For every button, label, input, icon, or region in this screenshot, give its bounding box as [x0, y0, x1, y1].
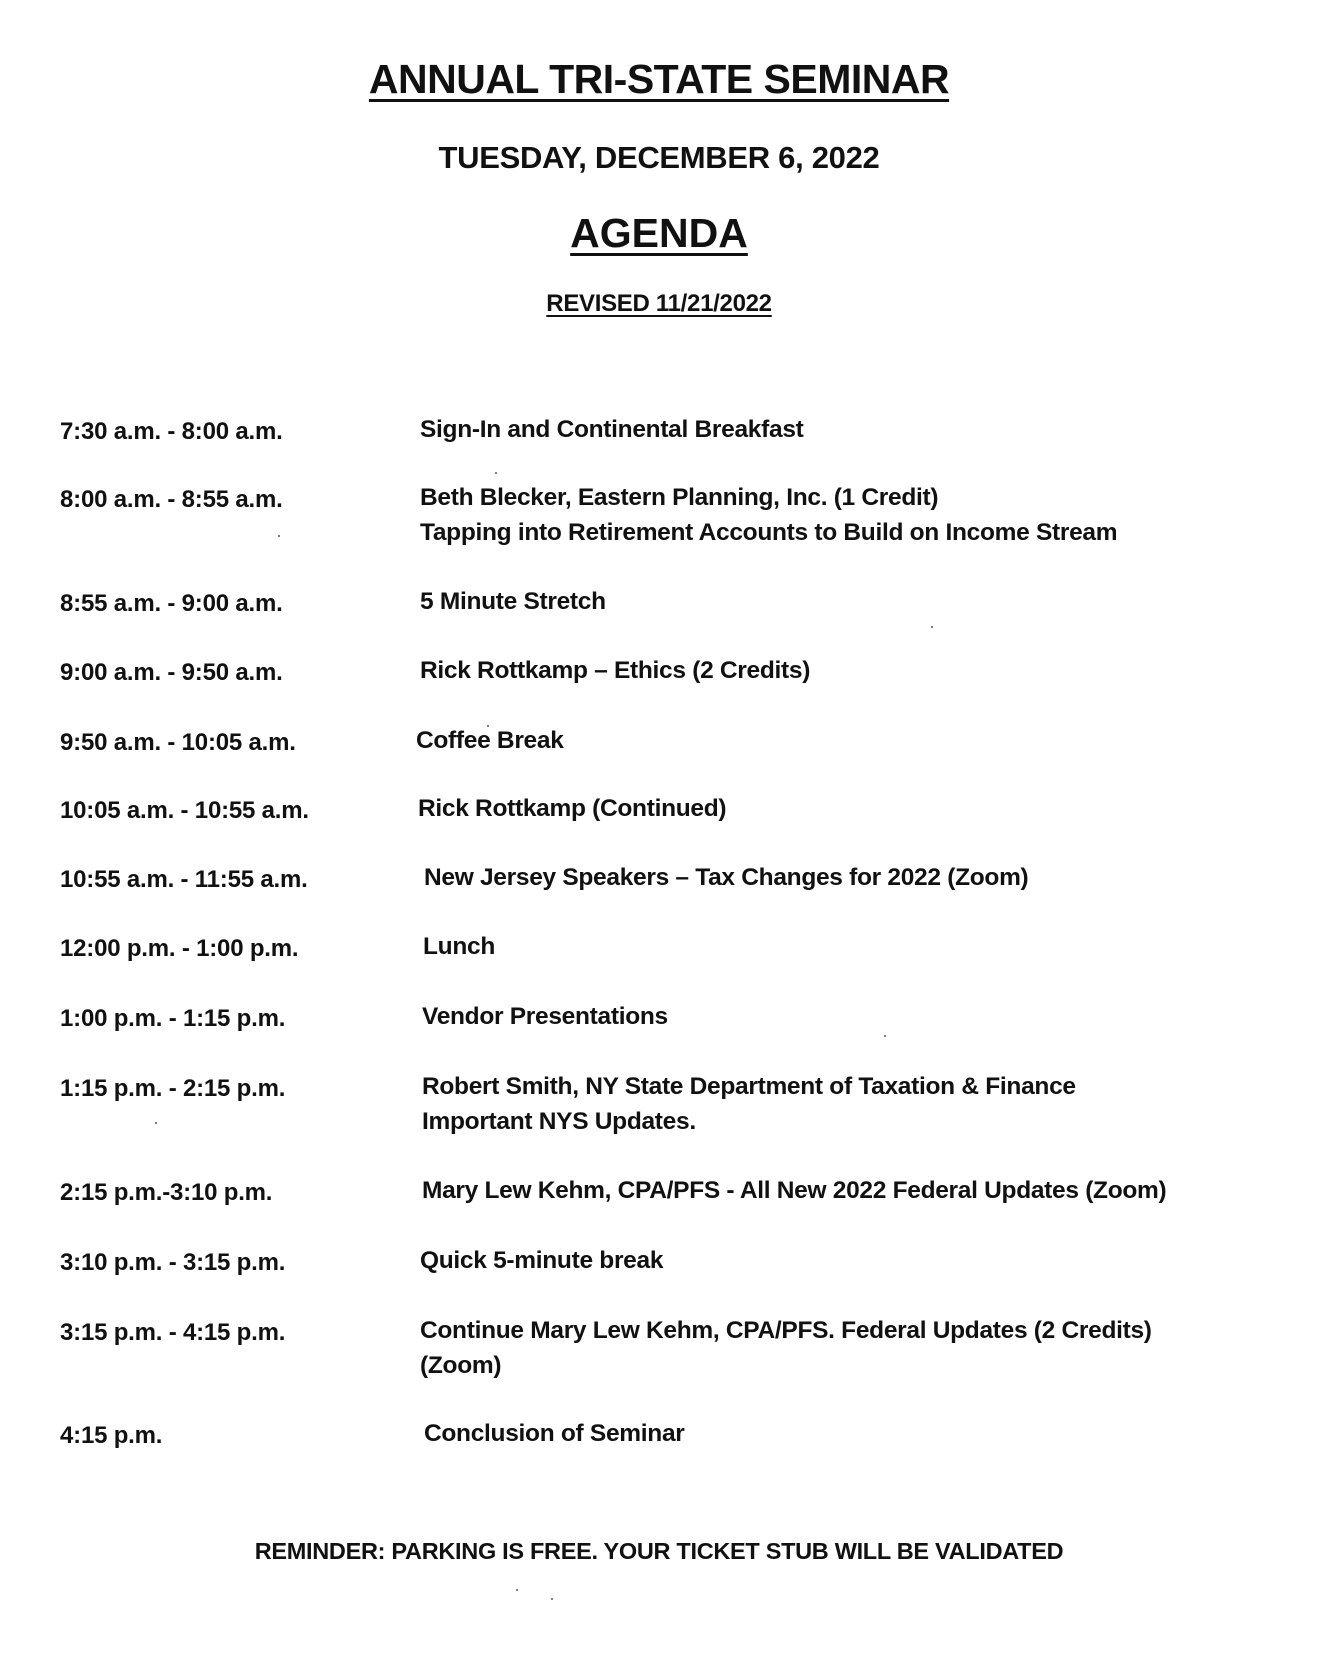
schedule-description-line: Tapping into Retirement Accounts to Build on Income Stream: [420, 519, 1118, 546]
scan-speck: [931, 626, 933, 628]
schedule-time: 8:00 a.m. - 8:55 a.m.: [60, 486, 283, 513]
scan-speck: [516, 1589, 518, 1591]
scan-speck: [884, 1035, 886, 1037]
schedule-description-line: Vendor Presentations: [422, 1003, 668, 1030]
schedule-description-line: Conclusion of Seminar: [424, 1420, 685, 1447]
schedule-description-line: Robert Smith, NY State Department of Taxation & Finance: [422, 1073, 1076, 1100]
schedule-description-line: New Jersey Speakers – Tax Changes for 2022 (Zoom): [424, 864, 1029, 891]
schedule-description-line: Important NYS Updates.: [422, 1108, 696, 1135]
schedule-description: [422, 999, 668, 1034]
scan-speck: [495, 472, 497, 474]
schedule-description: [420, 1313, 1152, 1383]
schedule-description-line: Quick 5-minute break: [420, 1247, 664, 1274]
schedule-description-line: Mary Lew Kehm, CPA/PFS - All New 2022 Federal Updates (Zoom): [422, 1177, 1167, 1204]
schedule-description-line: Lunch: [423, 933, 495, 960]
schedule-time: 9:00 a.m. - 9:50 a.m.: [60, 659, 283, 686]
schedule-description: [420, 480, 1117, 550]
schedule-time: 3:10 p.m. - 3:15 p.m.: [60, 1249, 286, 1276]
scan-speck: [551, 1598, 553, 1600]
schedule-description: [420, 412, 804, 447]
schedule-description-line: (Zoom): [420, 1352, 502, 1379]
scan-speck: [155, 1122, 157, 1124]
scan-speck: [487, 725, 489, 727]
schedule-time: 10:05 a.m. - 10:55 a.m.: [60, 797, 309, 824]
agenda-heading-text: AGENDA: [570, 210, 748, 256]
schedule-time: 4:15 p.m.: [60, 1422, 163, 1449]
scan-speck: [278, 535, 280, 537]
schedule-description-line: 5 Minute Stretch: [420, 588, 606, 615]
schedule-description-line: Rick Rottkamp – Ethics (2 Credits): [420, 657, 811, 684]
schedule-time: 12:00 p.m. - 1:00 p.m.: [60, 935, 299, 962]
parking-reminder: REMINDER: PARKING IS FREE. YOUR TICKET STUB WILL BE VALIDATED: [254, 1538, 1064, 1564]
schedule-description-line: Beth Blecker, Eastern Planning, Inc. (1 Credit): [420, 484, 939, 511]
schedule-time: 1:00 p.m. - 1:15 p.m.: [60, 1005, 286, 1032]
schedule-description: [418, 791, 726, 826]
schedule-time: 10:55 a.m. - 11:55 a.m.: [60, 866, 308, 893]
schedule-time: 3:15 p.m. - 4:15 p.m.: [60, 1319, 286, 1346]
schedule-description: [424, 1416, 685, 1451]
schedule-time: 7:30 a.m. - 8:00 a.m.: [60, 418, 283, 445]
schedule-description-line: Coffee Break: [416, 727, 564, 754]
schedule-description-line: Sign-In and Continental Breakfast: [420, 416, 804, 443]
schedule-description: [422, 1173, 1166, 1208]
event-date: TUESDAY, DECEMBER 6, 2022: [438, 140, 880, 175]
schedule-time: 1:15 p.m. - 2:15 p.m.: [60, 1075, 286, 1102]
schedule-description: [423, 929, 495, 964]
schedule-time: 9:50 a.m. - 10:05 a.m.: [60, 729, 296, 756]
schedule-description: [422, 1069, 1076, 1139]
revision-date-text: REVISED 11/21/2022: [546, 290, 772, 317]
schedule-time: 8:55 a.m. - 9:00 a.m.: [60, 590, 283, 617]
schedule-description-line: Continue Mary Lew Kehm, CPA/PFS. Federal Updates (2 Credits): [420, 1317, 1152, 1344]
schedule-description: [424, 860, 1028, 895]
schedule-description: [420, 584, 606, 619]
schedule-description: [420, 1243, 663, 1278]
schedule-description: [416, 723, 564, 758]
document-title-text: ANNUAL TRI-STATE SEMINAR: [368, 56, 950, 102]
schedule-description: [420, 653, 810, 688]
schedule-description-line: Rick Rottkamp (Continued): [418, 795, 727, 822]
schedule-time: 2:15 p.m.-3:10 p.m.: [60, 1179, 273, 1206]
